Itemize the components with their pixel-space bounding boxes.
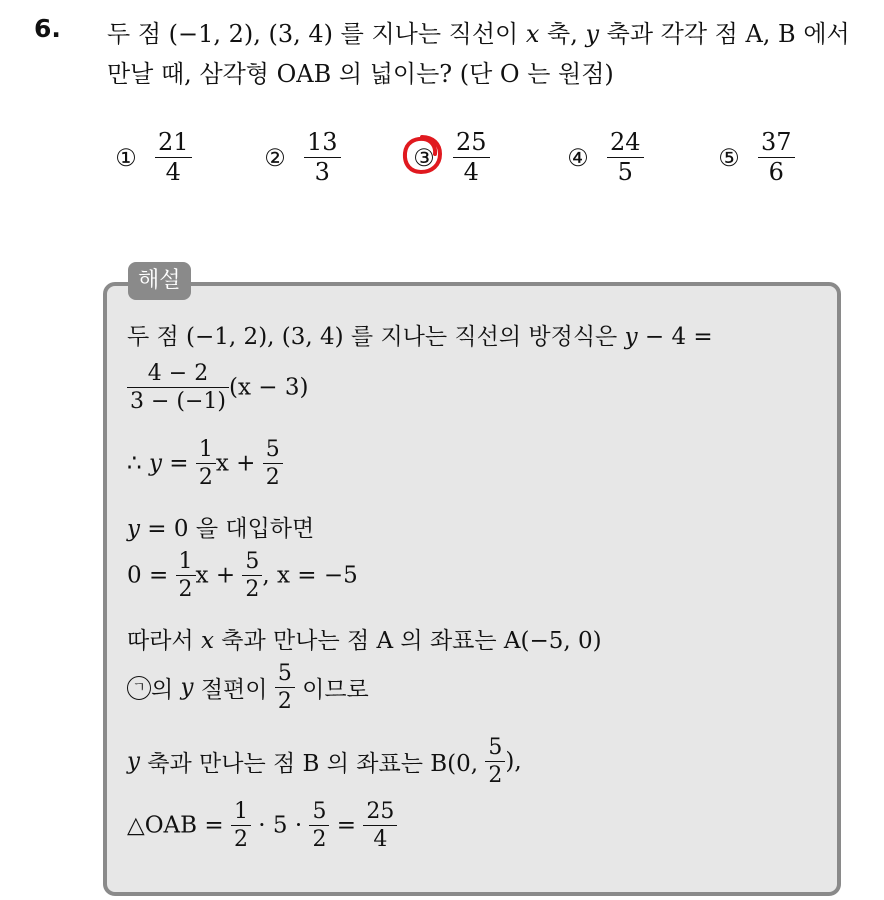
choice-1[interactable] [113,130,192,185]
choice-fraction: $\frac{21}{4}$ [155,130,192,185]
choice-5[interactable] [716,130,795,185]
choice-4[interactable] [565,130,644,185]
choice-2[interactable] [262,130,341,185]
solution-line-6: 따라서 x 축과 만나는 점 A 의 좌표는 A(−5, 0) [127,628,602,654]
solution-line-1: 두 점 (−1, 2), (3, 4) 를 지나는 직선의 방정식은 y − 4 = [127,324,713,350]
choice-marker: ④ [567,143,589,172]
choice-fraction: $\frac{24}{5}$ [607,130,644,185]
choice-marker: ③ [411,144,437,172]
solution-line-4: y = 0 을 대입하면 [127,516,315,542]
choice-marker: ② [264,143,286,172]
solution-line-8: y 축과 만나는 점 B 의 좌표는 B(0, $\frac{5}{2}$ ), [127,735,522,789]
choice-marker: ① [115,143,137,172]
choice-marker: ⑤ [718,143,740,172]
solution-tag: 해설 [128,262,191,300]
solution-line-2: $\frac{4 - 2}{3 - (-1)}$ (x − 3) [127,362,308,413]
solution-line-7: ㄱ 의 y 절편이 $\frac{5}{2}$ 이므로 [127,662,369,713]
question-text-line1: 두 점 (−1, 2), (3, 4) 를 지나는 직선이 x 축, y 축과 각각 점 A, B 에서 [107,20,850,48]
solution-line-3: ∴ y = $\frac{1}{2}$ x + $\frac{5}{2}$ [127,438,283,489]
question-number: 6. [34,14,61,43]
circled-gieuk-icon: ㄱ [127,676,151,700]
solution-line-9: △OAB = $\frac{1}{2}$ · 5 · $\frac{5}{2}$ = $\frac{25}{4}$ [127,800,397,851]
answer-circle-mark [400,132,444,176]
choice-fraction: $\frac{13}{3}$ [304,130,341,185]
solution-line-5: 0 = $\frac{1}{2}$ x + $\frac{5}{2}$ , x = −5 [127,549,358,603]
choice-3[interactable] [411,130,490,185]
choice-fraction: $\frac{37}{6}$ [758,130,795,185]
choice-fraction: $\frac{25}{4}$ [453,130,490,185]
question-text-line2: 만날 때, 삼각형 OAB 의 넓이는? (단 O 는 원점) [107,60,614,88]
